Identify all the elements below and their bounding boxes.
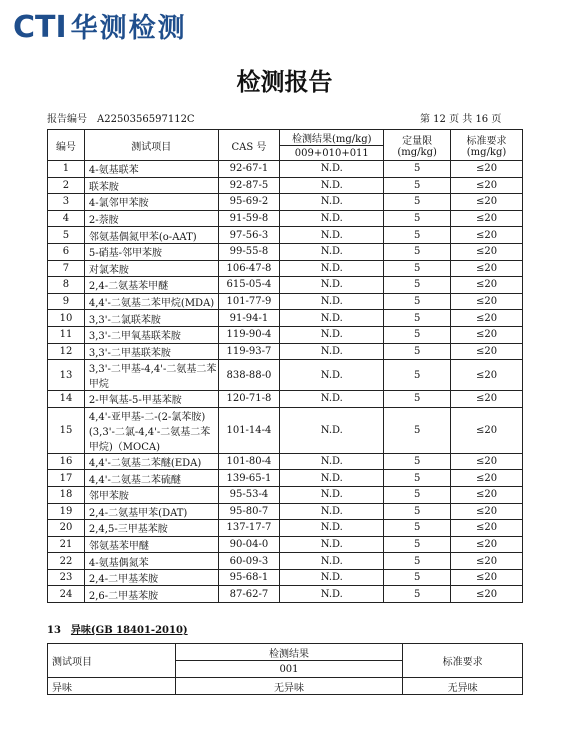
row-result: N.D. bbox=[280, 407, 384, 453]
row-result: N.D. bbox=[280, 243, 384, 260]
row-no: 7 bbox=[48, 260, 85, 277]
aromatic-amine-results-table bbox=[47, 129, 523, 603]
page-title: 检测报告 bbox=[236, 68, 333, 96]
row-no: 8 bbox=[48, 277, 85, 294]
table-row bbox=[48, 407, 523, 453]
table-row bbox=[48, 391, 523, 408]
row-no: 24 bbox=[48, 586, 85, 603]
logo-brand: CTI bbox=[13, 10, 67, 45]
row-no: 2 bbox=[48, 177, 85, 194]
row-limit: ≤20 bbox=[451, 520, 523, 537]
row-test-item: 邻甲苯胺 bbox=[84, 486, 218, 503]
row-no: 17 bbox=[48, 470, 85, 487]
row-no: 20 bbox=[48, 520, 85, 537]
row-cas: 139-65-1 bbox=[218, 470, 280, 487]
row-test-item: 2,4-二氨基苯甲醚 bbox=[84, 277, 218, 294]
row-result: N.D. bbox=[280, 569, 384, 586]
row-no: 5 bbox=[48, 227, 85, 244]
row-loq: 5 bbox=[384, 260, 451, 277]
row-cas: 838-88-0 bbox=[218, 360, 280, 391]
row-test-item: 2-甲氧基-5-甲基苯胺 bbox=[84, 391, 218, 408]
row-limit: ≤20 bbox=[451, 310, 523, 327]
row-test-item: 4-氯邻甲苯胺 bbox=[84, 194, 218, 211]
row-test-item: 4,4'-二氨基二苯硫醚 bbox=[84, 470, 218, 487]
row-limit: ≤20 bbox=[451, 391, 523, 408]
row-result: N.D. bbox=[280, 536, 384, 553]
row-loq: 5 bbox=[384, 536, 451, 553]
row-no: 11 bbox=[48, 326, 85, 343]
t2-row-limit: 无异味 bbox=[403, 678, 523, 695]
row-result: N.D. bbox=[280, 161, 384, 178]
header-sample-id: 009+010+011 bbox=[280, 146, 384, 161]
section-number: 13 bbox=[47, 625, 61, 636]
row-cas: 119-90-4 bbox=[218, 326, 280, 343]
company-logo bbox=[13, 8, 187, 48]
row-limit: ≤20 bbox=[451, 161, 523, 178]
header-limit-unit: (mg/kg) bbox=[466, 147, 507, 158]
table-row bbox=[48, 536, 523, 553]
report-number bbox=[47, 110, 195, 125]
row-test-item: 5-硝基-邻甲苯胺 bbox=[84, 243, 218, 260]
row-cas: 95-69-2 bbox=[218, 194, 280, 211]
row-no: 19 bbox=[48, 503, 85, 520]
row-limit: ≤20 bbox=[451, 407, 523, 453]
table-row bbox=[48, 310, 523, 327]
row-limit: ≤20 bbox=[451, 326, 523, 343]
row-loq: 5 bbox=[384, 210, 451, 227]
report-number-value: A2250356597112C bbox=[97, 114, 195, 125]
row-test-item: 邻氨基苯甲醚 bbox=[84, 536, 218, 553]
table-row bbox=[48, 586, 523, 603]
row-loq: 5 bbox=[384, 520, 451, 537]
row-limit: ≤20 bbox=[451, 586, 523, 603]
row-no: 18 bbox=[48, 486, 85, 503]
row-loq: 5 bbox=[384, 360, 451, 391]
table-row bbox=[48, 553, 523, 570]
row-test-item: 4,4'-亚甲基-二-(2-氯苯胺)(3,3'-二氯-4,4'-二氨基二苯甲烷)（MOCA) bbox=[84, 407, 218, 453]
row-test-item: 3,3'-二甲基-4,4'-二氨基二苯甲烷 bbox=[84, 360, 218, 391]
table-row bbox=[48, 194, 523, 211]
row-cas: 99-55-8 bbox=[218, 243, 280, 260]
row-result: N.D. bbox=[280, 520, 384, 537]
t2-row-result: 无异味 bbox=[175, 678, 403, 695]
row-result: N.D. bbox=[280, 326, 384, 343]
row-test-item: 2,6-二甲基苯胺 bbox=[84, 586, 218, 603]
row-result: N.D. bbox=[280, 453, 384, 470]
row-limit: ≤20 bbox=[451, 569, 523, 586]
logo-company-name: 华测检测 bbox=[70, 12, 187, 44]
row-loq: 5 bbox=[384, 227, 451, 244]
table-row bbox=[48, 227, 523, 244]
row-cas: 615-05-4 bbox=[218, 277, 280, 294]
row-loq: 5 bbox=[384, 177, 451, 194]
row-no: 12 bbox=[48, 343, 85, 360]
table-row bbox=[48, 360, 523, 391]
row-cas: 91-94-1 bbox=[218, 310, 280, 327]
row-loq: 5 bbox=[384, 470, 451, 487]
t2-header-result: 检测结果 bbox=[175, 644, 403, 661]
row-cas: 101-77-9 bbox=[218, 293, 280, 310]
row-limit: ≤20 bbox=[451, 470, 523, 487]
row-no: 22 bbox=[48, 553, 85, 570]
row-loq: 5 bbox=[384, 486, 451, 503]
row-result: N.D. bbox=[280, 343, 384, 360]
row-limit: ≤20 bbox=[451, 343, 523, 360]
row-result: N.D. bbox=[280, 260, 384, 277]
report-number-label: 报告编号 bbox=[47, 114, 87, 125]
header-cas: CAS 号 bbox=[218, 130, 280, 161]
row-limit: ≤20 bbox=[451, 453, 523, 470]
row-cas: 106-47-8 bbox=[218, 260, 280, 277]
row-loq: 5 bbox=[384, 407, 451, 453]
row-no: 9 bbox=[48, 293, 85, 310]
row-cas: 92-87-5 bbox=[218, 177, 280, 194]
odour-results-table bbox=[47, 643, 523, 695]
row-result: N.D. bbox=[280, 360, 384, 391]
row-limit: ≤20 bbox=[451, 486, 523, 503]
row-test-item: 3,3'-二甲氧基联苯胺 bbox=[84, 326, 218, 343]
row-test-item: 2-萘胺 bbox=[84, 210, 218, 227]
row-cas: 120-71-8 bbox=[218, 391, 280, 408]
header-limit bbox=[451, 130, 523, 161]
row-test-item: 2,4-二氨基甲苯(DAT) bbox=[84, 503, 218, 520]
row-loq: 5 bbox=[384, 161, 451, 178]
t2-header-sample-id: 001 bbox=[175, 661, 403, 678]
row-cas: 90-04-0 bbox=[218, 536, 280, 553]
row-loq: 5 bbox=[384, 586, 451, 603]
row-limit: ≤20 bbox=[451, 293, 523, 310]
table-row bbox=[48, 453, 523, 470]
header-test-item: 测试项目 bbox=[84, 130, 218, 161]
header-loq bbox=[384, 130, 451, 161]
row-cas: 101-14-4 bbox=[218, 407, 280, 453]
header-loq-label: 定量限 bbox=[402, 136, 433, 147]
row-test-item: 3,3'-二甲基联苯胺 bbox=[84, 343, 218, 360]
row-cas: 101-80-4 bbox=[218, 453, 280, 470]
table-row bbox=[48, 326, 523, 343]
row-cas: 95-53-4 bbox=[218, 486, 280, 503]
table-row bbox=[48, 470, 523, 487]
row-loq: 5 bbox=[384, 277, 451, 294]
row-result: N.D. bbox=[280, 310, 384, 327]
row-result: N.D. bbox=[280, 586, 384, 603]
row-no: 3 bbox=[48, 194, 85, 211]
row-result: N.D. bbox=[280, 503, 384, 520]
row-result: N.D. bbox=[280, 486, 384, 503]
row-loq: 5 bbox=[384, 310, 451, 327]
table-row bbox=[48, 260, 523, 277]
row-result: N.D. bbox=[280, 277, 384, 294]
row-no: 16 bbox=[48, 453, 85, 470]
row-cas: 95-68-1 bbox=[218, 569, 280, 586]
row-no: 14 bbox=[48, 391, 85, 408]
table-row bbox=[48, 277, 523, 294]
row-loq: 5 bbox=[384, 553, 451, 570]
row-result: N.D. bbox=[280, 210, 384, 227]
row-loq: 5 bbox=[384, 391, 451, 408]
row-test-item: 对氯苯胺 bbox=[84, 260, 218, 277]
row-loq: 5 bbox=[384, 243, 451, 260]
row-test-item: 联苯胺 bbox=[84, 177, 218, 194]
row-limit: ≤20 bbox=[451, 194, 523, 211]
table-row bbox=[48, 161, 523, 178]
row-no: 23 bbox=[48, 569, 85, 586]
row-result: N.D. bbox=[280, 391, 384, 408]
row-test-item: 2,4-二甲基苯胺 bbox=[84, 569, 218, 586]
row-no: 1 bbox=[48, 161, 85, 178]
t2-header-limit: 标准要求 bbox=[403, 644, 523, 678]
row-no: 13 bbox=[48, 360, 85, 391]
table-row bbox=[48, 243, 523, 260]
row-limit: ≤20 bbox=[451, 553, 523, 570]
row-no: 21 bbox=[48, 536, 85, 553]
row-result: N.D. bbox=[280, 177, 384, 194]
row-test-item: 4-氨基偶氮苯 bbox=[84, 553, 218, 570]
t2-header-item: 测试项目 bbox=[48, 644, 176, 678]
row-cas: 97-56-3 bbox=[218, 227, 280, 244]
row-result: N.D. bbox=[280, 293, 384, 310]
page-indicator: 第 12 页 共 16 页 bbox=[420, 114, 502, 125]
row-cas: 91-59-8 bbox=[218, 210, 280, 227]
row-test-item: 邻氨基偶氮甲苯(o-AAT) bbox=[84, 227, 218, 244]
row-no: 4 bbox=[48, 210, 85, 227]
row-limit: ≤20 bbox=[451, 503, 523, 520]
header-result: 检测结果(mg/kg) bbox=[280, 130, 384, 146]
row-test-item: 4,4'-二氨基二苯醚(EDA) bbox=[84, 453, 218, 470]
table-row bbox=[48, 210, 523, 227]
row-loq: 5 bbox=[384, 293, 451, 310]
row-cas: 95-80-7 bbox=[218, 503, 280, 520]
row-loq: 5 bbox=[384, 194, 451, 211]
section-title: 异味(GB 18401-2010) bbox=[70, 625, 188, 636]
row-limit: ≤20 bbox=[451, 210, 523, 227]
row-loq: 5 bbox=[384, 343, 451, 360]
row-cas: 92-67-1 bbox=[218, 161, 280, 178]
table-row bbox=[48, 343, 523, 360]
row-cas: 119-93-7 bbox=[218, 343, 280, 360]
row-test-item: 4-氨基联苯 bbox=[84, 161, 218, 178]
table-row bbox=[48, 520, 523, 537]
header-no: 编号 bbox=[48, 130, 85, 161]
row-loq: 5 bbox=[384, 453, 451, 470]
table-row bbox=[48, 177, 523, 194]
section-13-heading bbox=[47, 621, 188, 636]
row-result: N.D. bbox=[280, 553, 384, 570]
row-result: N.D. bbox=[280, 194, 384, 211]
row-result: N.D. bbox=[280, 470, 384, 487]
row-limit: ≤20 bbox=[451, 260, 523, 277]
row-limit: ≤20 bbox=[451, 536, 523, 553]
row-cas: 137-17-7 bbox=[218, 520, 280, 537]
row-result: N.D. bbox=[280, 227, 384, 244]
row-limit: ≤20 bbox=[451, 177, 523, 194]
t2-row-item: 异味 bbox=[48, 678, 176, 695]
row-limit: ≤20 bbox=[451, 227, 523, 244]
table-row bbox=[48, 293, 523, 310]
row-no: 15 bbox=[48, 407, 85, 453]
row-cas: 60-09-3 bbox=[218, 553, 280, 570]
row-no: 10 bbox=[48, 310, 85, 327]
row-limit: ≤20 bbox=[451, 243, 523, 260]
table-row bbox=[48, 569, 523, 586]
row-test-item: 2,4,5-三甲基苯胺 bbox=[84, 520, 218, 537]
row-loq: 5 bbox=[384, 569, 451, 586]
row-test-item: 3,3'-二氯联苯胺 bbox=[84, 310, 218, 327]
row-loq: 5 bbox=[384, 503, 451, 520]
row-cas: 87-62-7 bbox=[218, 586, 280, 603]
table-row bbox=[48, 486, 523, 503]
row-limit: ≤20 bbox=[451, 360, 523, 391]
table-row bbox=[48, 503, 523, 520]
header-loq-unit: (mg/kg) bbox=[397, 147, 437, 158]
row-no: 6 bbox=[48, 243, 85, 260]
row-loq: 5 bbox=[384, 326, 451, 343]
row-limit: ≤20 bbox=[451, 277, 523, 294]
row-test-item: 4,4'-二氨基二苯甲烷(MDA) bbox=[84, 293, 218, 310]
results-table-body bbox=[48, 161, 523, 603]
header-limit-label: 标准要求 bbox=[466, 136, 507, 147]
